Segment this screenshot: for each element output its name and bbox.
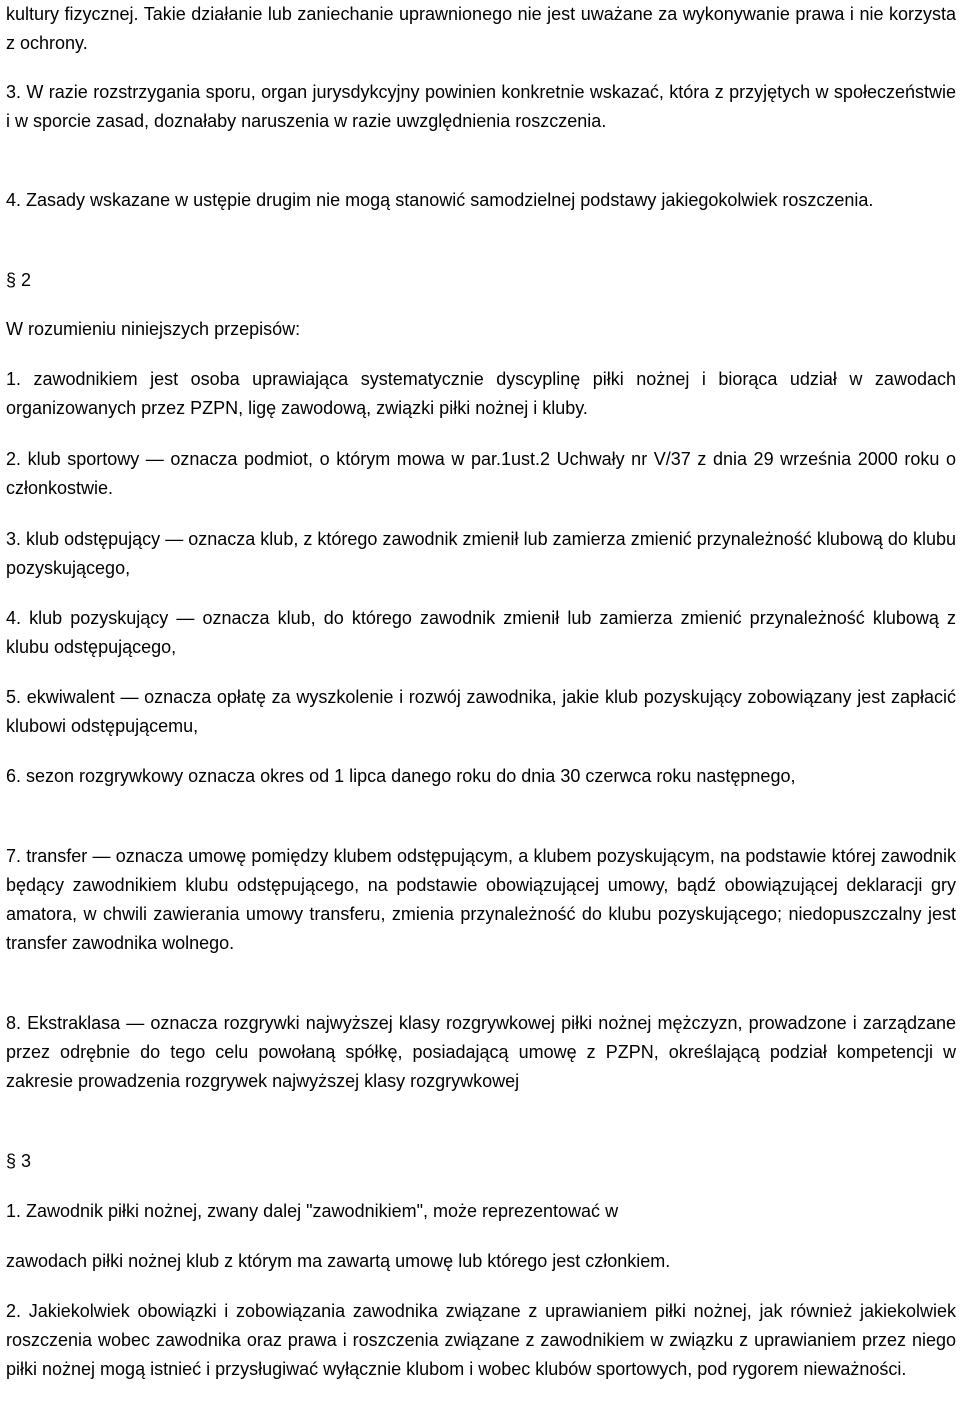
paragraph-3-1-line1: 1. Zawodnik piłki nożnej, zwany dalej "zawodnikiem", może reprezentować w [6, 1201, 619, 1221]
definition-1: 1. zawodnikiem jest osoba uprawiająca systematycznie dyscyplinę piłki nożnej i biorąca udział w zawodach organizowanych przez PZPN, ligę zawodową, związki piłki nożnej i kluby. [6, 369, 956, 418]
definition-4: 4. klub pozyskujący — oznacza klub, do którego zawodnik zmienił lub zamierza zmienić przynależność klubową z klubu odstępującego, [6, 608, 956, 657]
definition-5: 5. ekwiwalent — oznacza opłatę za wyszkolenie i rozwój zawodnika, jakie klub pozyskujący zobowiązany jest zapłacić klubowi odstępującemu, [6, 687, 956, 736]
paragraph-intro: kultury fizycznej. Takie działanie lub zaniechanie uprawnionego nie jest uważane za wykonywanie prawa i nie korzysta z ochrony. [6, 4, 956, 53]
section-heading-3: § 3 [6, 1151, 32, 1171]
paragraph-3-1-line2: zawodach piłki nożnej klub z którym ma zawartą umowę lub którego jest członkiem. [6, 1251, 671, 1271]
paragraph-1-3: 3. W razie rozstrzygania sporu, organ jurysdykcyjny powinien konkretnie wskazać, która z przyjętych w społeczeństwie i w sporcie zasad, doznałaby naruszenia w razie uwzględnienia roszczenia. [6, 82, 956, 131]
definition-8: 8. Ekstraklasa — oznacza rozgrywki najwyższej klasy rozgrywkowej piłki nożnej mężczyzn, prowadzone i zarządzane przez odrębnie do tego celu powołaną spółkę, posiadającą umowę z PZPN, określającą podział kompetencji w zakresie prowadzenia rozgrywek najwyższej klasy rozgrywkowej [6, 1013, 956, 1091]
paragraph-1-4: 4. Zasady wskazane w ustępie drugim nie mogą stanowić samodzielnej podstawy jakiegokolwiek roszczenia. [6, 190, 874, 210]
definition-7: 7. transfer — oznacza umowę pomiędzy klubem odstępującym, a klubem pozyskującym, na podstawie której zawodnik będący zawodnikiem klubu odstępującego, na podstawie obowiązującej umowy, bądź obowiązującej deklaracji gry amatora, w chwili zawierania umowy transferu, zmienia przynależność do klubu pozyskującego; niedopuszczalny jest transfer zawodnika wolnego. [6, 846, 956, 953]
section-heading-2: § 2 [6, 270, 32, 290]
definition-6: 6. sezon rozgrywkowy oznacza okres od 1 lipca danego roku do dnia 30 czerwca roku następnego, [6, 766, 796, 786]
paragraph-definitions-intro: W rozumieniu niniejszych przepisów: [6, 319, 301, 339]
definition-2: 2. klub sportowy — oznacza podmiot, o którym mowa w par.1ust.2 Uchwały nr V/37 z dnia 29 września 2000 roku o członkostwie. [6, 449, 956, 498]
definition-3: 3. klub odstępujący — oznacza klub, z którego zawodnik zmienił lub zamierza zmienić przynależność klubową do klubu pozyskującego, [6, 529, 956, 578]
paragraph-3-2: 2. Jakiekolwiek obowiązki i zobowiązania zawodnika związane z uprawianiem piłki nożnej, jak również jakiekolwiek roszczenia wobec zawodnika oraz prawa i roszczenia związane z zawodnikiem w związku z uprawianiem przez niego piłki nożnej mogą istnieć i przysługiwać wyłącznie klubom i wobec klubów sportowych, pod rygorem nieważności. [6, 1301, 956, 1379]
